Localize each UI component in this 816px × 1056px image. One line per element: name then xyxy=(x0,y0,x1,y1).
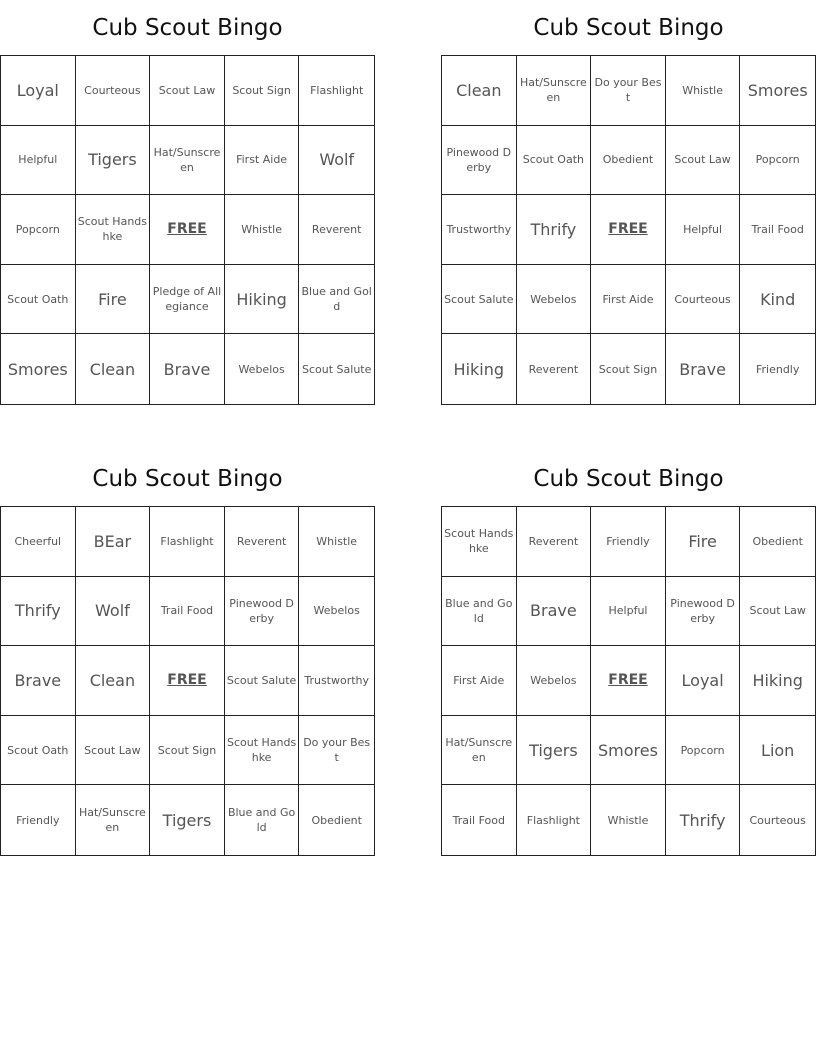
bingo-cell: Clean xyxy=(442,56,517,126)
bingo-cell: Scout Oath xyxy=(1,716,76,786)
bingo-cell: Obedient xyxy=(311,813,362,827)
bingo-cell: Courteous xyxy=(749,813,806,827)
free-space: FREE xyxy=(591,195,666,265)
bingo-card-3 xyxy=(0,451,375,857)
bingo-cell: Flashlight xyxy=(517,785,592,855)
bingo-cell: Courteous xyxy=(76,56,151,126)
card-title: Cub Scout Bingo xyxy=(533,466,724,492)
bingo-cell: Hiking xyxy=(740,646,815,716)
bingo-cell: Helpful xyxy=(591,577,666,647)
bingo-cell: Whistle xyxy=(299,507,374,577)
bingo-cell: Flashlight xyxy=(299,56,374,126)
bingo-cell: Brave xyxy=(150,334,225,404)
bingo-cell: Obedient xyxy=(740,507,815,577)
bingo-cell: Smores xyxy=(1,334,76,404)
bingo-cell: Webelos xyxy=(517,646,592,716)
bingo-cell: Scout Handshke xyxy=(76,195,151,265)
bingo-cell: Flashlight xyxy=(150,507,225,577)
bingo-cell: Scout Salute xyxy=(225,646,300,716)
bingo-cell: Tigers xyxy=(517,716,592,786)
bingo-cell: Fire xyxy=(666,507,741,577)
bingo-cell: Webelos xyxy=(225,334,300,404)
bingo-cell: Reverent xyxy=(299,195,374,265)
bingo-cell: Tigers xyxy=(150,785,225,855)
bingo-cell: Brave xyxy=(1,646,76,716)
free-space: FREE xyxy=(591,646,666,716)
bingo-cell: Trustworthy xyxy=(442,195,517,265)
bingo-cell: Do your Best xyxy=(591,56,666,126)
bingo-cell: Popcorn xyxy=(666,716,741,786)
bingo-cell: Thrify xyxy=(1,577,76,647)
bingo-cell: BEar xyxy=(76,507,151,577)
bingo-cell: Reverent xyxy=(225,507,300,577)
bingo-cell: Brave xyxy=(666,334,741,404)
bingo-cell: Reverent xyxy=(517,507,592,577)
bingo-cell: Thrify xyxy=(666,785,741,855)
bingo-cell: Smores xyxy=(740,56,815,126)
bingo-cell: Scout Sign xyxy=(591,334,666,404)
bingo-cell: Smores xyxy=(591,716,666,786)
bingo-cell: Hiking xyxy=(442,334,517,404)
bingo-cell: Scout Law xyxy=(150,56,225,126)
bingo-cell: Hat/Sunscreen xyxy=(76,785,151,855)
bingo-cell: Cheerful xyxy=(1,507,76,577)
bingo-cell: Popcorn xyxy=(740,126,815,196)
bingo-cell: Hat/Sunscreen xyxy=(517,56,592,126)
bingo-cell: Scout Law xyxy=(666,126,741,196)
card-title: Cub Scout Bingo xyxy=(92,466,283,492)
bingo-cell: Scout Law xyxy=(740,577,815,647)
bingo-cell: Clean xyxy=(76,334,151,404)
bingo-cell: Whistle xyxy=(666,56,741,126)
bingo-cell: Trustworthy xyxy=(299,646,374,716)
free-space: FREE xyxy=(150,646,225,716)
bingo-cell: First Aide xyxy=(442,646,517,716)
card-title: Cub Scout Bingo xyxy=(92,15,283,41)
bingo-cell: Brave xyxy=(517,577,592,647)
bingo-cell: Blue and Gold xyxy=(299,265,374,335)
bingo-cell: Scout Handshke xyxy=(442,507,517,577)
bingo-cell: Fire xyxy=(76,265,151,335)
bingo-cell: Trail Food xyxy=(442,785,517,855)
bingo-grid xyxy=(441,55,816,405)
bingo-cell: Scout Sign xyxy=(225,56,300,126)
bingo-cell: Scout Sign xyxy=(150,716,225,786)
bingo-grid xyxy=(0,506,375,856)
card-title: Cub Scout Bingo xyxy=(533,15,724,41)
bingo-cell: Scout Salute xyxy=(442,265,517,335)
bingo-cell: Reverent xyxy=(517,334,592,404)
bingo-cell: Wolf xyxy=(299,126,374,196)
bingo-cell: Friendly xyxy=(755,362,800,376)
bingo-cell: First Aide xyxy=(225,126,300,196)
bingo-cell: Blue and Gold xyxy=(442,577,517,647)
bingo-cell: Hiking xyxy=(225,265,300,335)
bingo-card-1 xyxy=(0,0,375,406)
bingo-card-4 xyxy=(441,451,816,857)
bingo-cell: Scout Handshke xyxy=(225,716,300,786)
free-space: FREE xyxy=(150,195,225,265)
bingo-cell: Pinewood Derby xyxy=(225,577,300,647)
bingo-cell: Popcorn xyxy=(1,195,76,265)
bingo-card-2 xyxy=(441,0,816,406)
bingo-cell: Friendly xyxy=(1,785,76,855)
bingo-cell: Trail Food xyxy=(740,195,815,265)
bingo-cell: Obedient xyxy=(591,126,666,196)
bingo-cell: Clean xyxy=(76,646,151,716)
bingo-cell: Hat/Sunscreen xyxy=(150,126,225,196)
bingo-cell: Pledge of Allegiance xyxy=(150,265,225,335)
bingo-cell: Thrify xyxy=(517,195,592,265)
bingo-cell: Loyal xyxy=(666,646,741,716)
bingo-cell: Do your Best xyxy=(299,716,374,786)
bingo-cell: First Aide xyxy=(591,265,666,335)
bingo-cell: Pinewood Derby xyxy=(442,126,517,196)
bingo-cell: Helpful xyxy=(666,195,741,265)
bingo-cell: Webelos xyxy=(299,577,374,647)
bingo-cell: Wolf xyxy=(76,577,151,647)
bingo-cell: Trail Food xyxy=(150,577,225,647)
bingo-cell: Kind xyxy=(740,265,815,335)
bingo-grid xyxy=(0,55,375,405)
bingo-cell: Loyal xyxy=(1,56,76,126)
bingo-cell: Whistle xyxy=(591,785,666,855)
bingo-cell: Scout Oath xyxy=(517,126,592,196)
bingo-cell: Webelos xyxy=(517,265,592,335)
bingo-cell: Scout Salute xyxy=(302,362,372,376)
bingo-cell: Scout Oath xyxy=(1,265,76,335)
bingo-grid xyxy=(441,506,816,856)
bingo-cell: Tigers xyxy=(76,126,151,196)
bingo-cell: Blue and Gold xyxy=(225,785,300,855)
bingo-cell: Hat/Sunscreen xyxy=(442,716,517,786)
bingo-cell: Pinewood Derby xyxy=(666,577,741,647)
bingo-cell: Friendly xyxy=(591,507,666,577)
bingo-cell: Courteous xyxy=(666,265,741,335)
bingo-cell: Lion xyxy=(740,716,815,786)
bingo-cell: Helpful xyxy=(1,126,76,196)
bingo-cell: Whistle xyxy=(225,195,300,265)
bingo-cell: Scout Law xyxy=(76,716,151,786)
